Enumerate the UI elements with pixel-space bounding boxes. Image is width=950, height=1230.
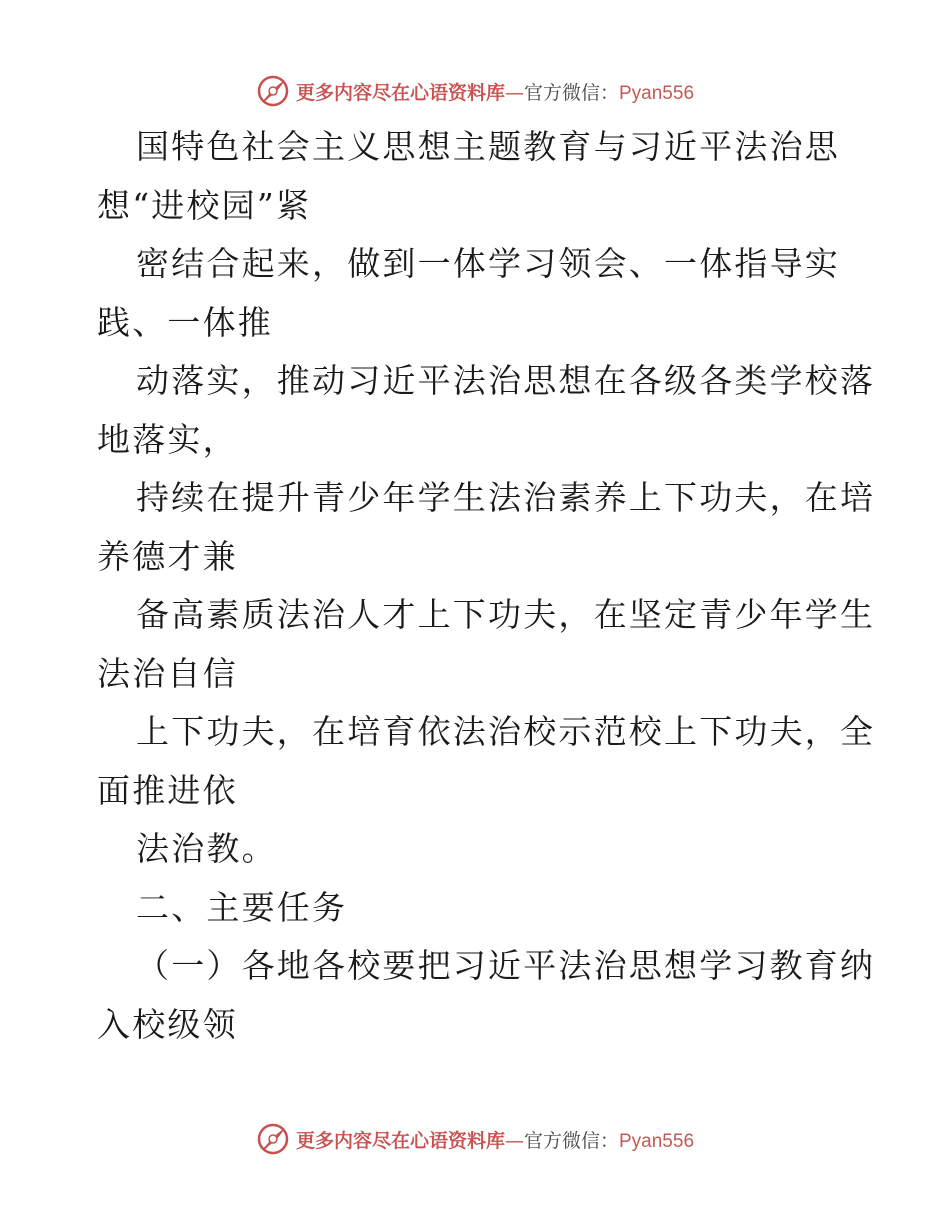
- watermark-dash: —: [504, 81, 524, 104]
- watermark-wechat-label: 官方微信：: [523, 1129, 619, 1152]
- text-line: 养德才兼: [97, 536, 238, 576]
- text-line: 法治教。: [136, 829, 277, 868]
- text-line: 践、一体推: [97, 302, 273, 342]
- text-line: 动落实，推动习近平法治思想在各级各类学校落: [136, 361, 876, 400]
- watermark-text: [296, 78, 694, 105]
- watermark-site: 更多内容尽在心语资料库: [295, 1129, 505, 1152]
- text-line: （一）各地各校要把习近平法治思想学习教育纳: [136, 946, 876, 985]
- watermark-wechat-id: Pyan556: [619, 1130, 695, 1152]
- watermark-dash: —: [504, 1129, 524, 1152]
- watermark-wechat-id: Pyan556: [619, 82, 695, 104]
- text-line: 想“进校园”紧: [97, 185, 312, 225]
- document-body: [97, 118, 876, 1054]
- quill-logo-icon: [256, 1122, 290, 1156]
- section-heading: 二、主要任务: [136, 887, 348, 927]
- text-line: 备高素质法治人才上下功夫，在坚定青少年学生: [136, 595, 876, 634]
- watermark-wechat-label: 官方微信：: [523, 81, 619, 104]
- text-line: 密结合起来，做到一体学习领会、一体指导实: [136, 244, 840, 283]
- text-line: 面推进依: [97, 770, 238, 810]
- text-line: 持续在提升青少年学生法治素养上下功夫，在培: [136, 478, 876, 517]
- footer-watermark: [0, 1119, 950, 1159]
- quill-logo-icon: [256, 74, 290, 108]
- watermark-site: 更多内容尽在心语资料库: [295, 81, 505, 104]
- text-line: 地落实，: [97, 419, 238, 459]
- text-line: 法治自信: [97, 653, 238, 693]
- text-line: 国特色社会主义思想主题教育与习近平法治思: [136, 127, 840, 166]
- header-watermark: [0, 71, 950, 111]
- text-line: 上下功夫，在培育依法治校示范校上下功夫，全: [136, 712, 876, 751]
- watermark-text: [296, 1126, 694, 1153]
- text-line: 入校级领: [97, 1004, 238, 1044]
